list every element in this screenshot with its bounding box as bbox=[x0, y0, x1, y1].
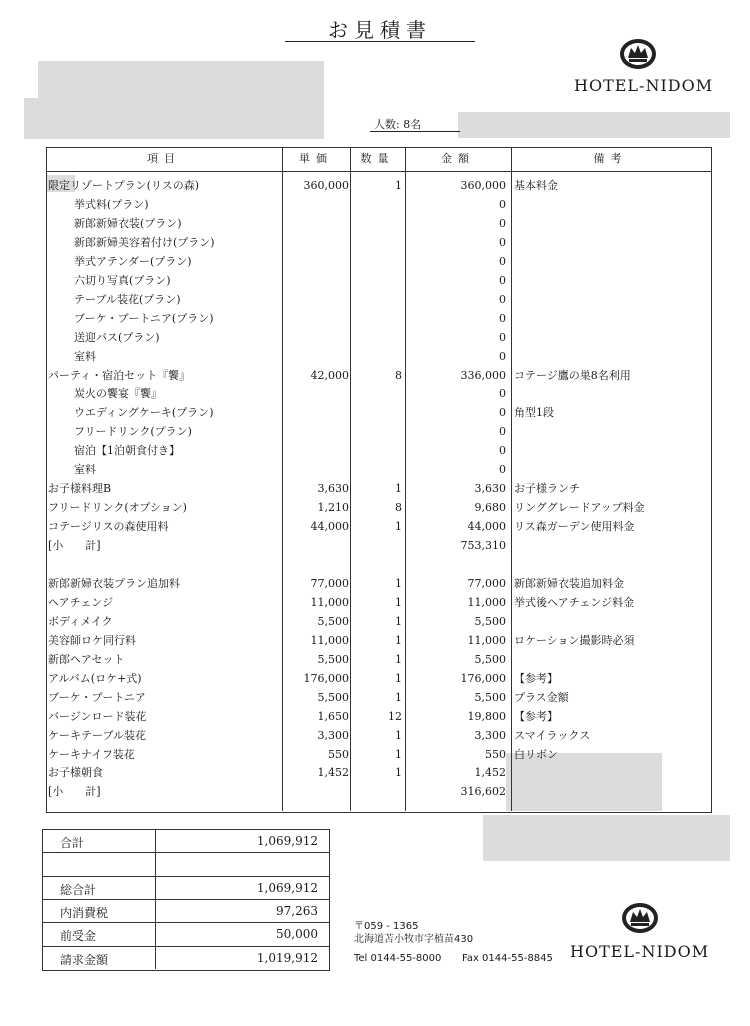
title-underline bbox=[285, 41, 475, 42]
table-row bbox=[0, 328, 750, 347]
row-quantity bbox=[350, 782, 402, 801]
row-quantity: 1 bbox=[395, 728, 402, 742]
table-row bbox=[0, 309, 750, 328]
header-qty: 数量 bbox=[360, 152, 395, 165]
table-row bbox=[0, 688, 750, 707]
table-row bbox=[0, 366, 750, 385]
totals-value: 1,019,912 bbox=[256, 950, 318, 965]
table-row bbox=[0, 422, 750, 441]
hotel-name-bottom: HOTEL-NIDOM bbox=[570, 942, 710, 961]
table-row bbox=[0, 517, 750, 536]
row-quantity: 1 bbox=[395, 576, 402, 590]
row-quantity: 1 bbox=[395, 179, 402, 192]
totals-label: 前受金 bbox=[60, 929, 97, 944]
row-unit-price bbox=[283, 536, 349, 555]
row-unit-price bbox=[283, 328, 349, 347]
row-amount: 0 bbox=[499, 273, 506, 287]
row-item-name: ケーキナイフ装花 bbox=[48, 747, 135, 761]
row-quantity: 1 bbox=[395, 747, 402, 761]
row-note: 白リボン bbox=[514, 747, 558, 761]
row-unit-price: 11,000 bbox=[310, 633, 349, 647]
row-note: コテージ鷹の巣8名利用 bbox=[514, 368, 631, 382]
row-unit-price: 5,500 bbox=[317, 690, 349, 704]
row-amount: 0 bbox=[499, 425, 506, 439]
totals-row-divider bbox=[42, 922, 330, 923]
row-note: スマイラックス bbox=[514, 728, 591, 742]
row-amount: 0 bbox=[499, 235, 506, 249]
row-item-name: 室料 bbox=[74, 463, 96, 477]
row-amount: 0 bbox=[499, 311, 506, 325]
row-item-name: ケーキテーブル装花 bbox=[48, 728, 147, 742]
table-row bbox=[0, 707, 750, 726]
table-row bbox=[0, 290, 750, 309]
row-unit-price bbox=[283, 555, 349, 574]
row-item-name: 宿泊【1泊朝食付き】 bbox=[74, 444, 180, 458]
row-unit-price bbox=[283, 195, 349, 214]
table-row bbox=[0, 347, 750, 366]
row-note: 角型1段 bbox=[514, 406, 554, 420]
row-amount: 19,800 bbox=[467, 709, 506, 723]
row-quantity bbox=[350, 252, 402, 271]
redacted-customer-block bbox=[38, 61, 324, 139]
row-item-name: パーティ・宿泊セット『饗』 bbox=[48, 368, 191, 382]
table-row bbox=[0, 763, 750, 782]
row-quantity bbox=[350, 384, 402, 403]
row-item-name: 室料 bbox=[74, 349, 96, 363]
row-quantity bbox=[350, 441, 402, 460]
header-divider bbox=[46, 171, 712, 172]
row-unit-price: 550 bbox=[328, 747, 349, 761]
row-item-name: 限定リゾートプラン(リスの森) bbox=[48, 179, 200, 192]
row-amount: 360,000 bbox=[460, 179, 506, 192]
table-row bbox=[0, 555, 750, 574]
row-quantity bbox=[350, 328, 402, 347]
row-quantity bbox=[350, 555, 402, 574]
row-quantity bbox=[350, 195, 402, 214]
row-quantity: 8 bbox=[395, 368, 402, 382]
row-unit-price: 1,650 bbox=[317, 709, 349, 723]
totals-value: 50,000 bbox=[276, 927, 318, 942]
row-amount: 44,000 bbox=[467, 520, 506, 534]
row-amount: 5,500 bbox=[474, 614, 506, 628]
row-note: お子様ランチ bbox=[514, 482, 580, 496]
row-quantity: 1 bbox=[395, 595, 402, 609]
row-note: 新郎新婦衣装追加料金 bbox=[514, 576, 624, 590]
row-unit-price: 176,000 bbox=[303, 671, 349, 685]
totals-value: 1,069,912 bbox=[256, 834, 318, 848]
row-item-name: アルバム(ロケ+式) bbox=[48, 671, 142, 685]
row-item-name: コテージリスの森使用料 bbox=[48, 520, 169, 534]
table-row bbox=[0, 782, 750, 801]
totals-row-divider bbox=[42, 899, 330, 900]
row-note: 【参考】 bbox=[514, 671, 558, 685]
row-item-name: フリードリンク(プラン) bbox=[74, 425, 192, 439]
row-amount: 0 bbox=[499, 254, 506, 268]
table-row bbox=[0, 650, 750, 669]
row-item-name: 六切り写真(プラン) bbox=[74, 273, 171, 287]
row-unit-price bbox=[283, 309, 349, 328]
row-unit-price bbox=[283, 271, 349, 290]
row-unit-price bbox=[283, 403, 349, 422]
row-quantity: 1 bbox=[395, 520, 402, 534]
row-note: 基本料金 bbox=[514, 179, 558, 192]
row-item-name: 挙式アテンダー(プラン) bbox=[74, 254, 192, 268]
row-amount: 5,500 bbox=[474, 652, 506, 666]
people-underline bbox=[370, 131, 460, 132]
row-quantity bbox=[350, 422, 402, 441]
row-amount: 753,310 bbox=[460, 539, 506, 553]
row-amount: 11,000 bbox=[467, 633, 506, 647]
row-amount: 9,680 bbox=[474, 501, 506, 515]
row-item-name: ボディメイク bbox=[48, 614, 113, 628]
row-item-name: 新郎ヘアセット bbox=[48, 652, 125, 666]
row-amount: 0 bbox=[499, 292, 506, 306]
row-unit-price bbox=[283, 422, 349, 441]
table-row bbox=[0, 195, 750, 214]
table-row bbox=[0, 252, 750, 271]
row-quantity bbox=[350, 309, 402, 328]
row-item-name: テーブル装花(プラン) bbox=[74, 292, 181, 306]
table-row bbox=[0, 441, 750, 460]
row-unit-price: 42,000 bbox=[310, 368, 349, 382]
people-count: 人数: 8名 bbox=[374, 118, 422, 131]
row-quantity: 1 bbox=[395, 652, 402, 666]
row-amount: 3,630 bbox=[474, 482, 506, 496]
table-row bbox=[0, 631, 750, 650]
totals-value: 97,263 bbox=[276, 903, 318, 918]
totals-label: 請求金額 bbox=[60, 952, 109, 967]
row-item-name: [小 計] bbox=[48, 785, 101, 799]
row-quantity bbox=[350, 271, 402, 290]
row-item-name: 送迎バス(プラン) bbox=[74, 330, 160, 344]
crest-icon bbox=[620, 900, 660, 934]
row-amount: 11,000 bbox=[467, 595, 506, 609]
row-quantity: 1 bbox=[395, 671, 402, 685]
row-unit-price: 3,630 bbox=[317, 482, 349, 496]
row-item-name: 新郎新婦衣装プラン追加料 bbox=[48, 576, 180, 590]
table-row bbox=[0, 271, 750, 290]
row-unit-price bbox=[283, 441, 349, 460]
hotel-logo-bottom bbox=[570, 900, 715, 964]
table-row bbox=[0, 384, 750, 403]
row-quantity: 8 bbox=[395, 501, 402, 515]
row-note: リス森ガーデン使用料金 bbox=[514, 520, 635, 534]
row-note: ロケーション撮影時必須 bbox=[514, 633, 635, 647]
row-item-name: ヘアチェンジ bbox=[48, 595, 114, 609]
row-amount: 176,000 bbox=[460, 671, 506, 685]
row-unit-price bbox=[283, 384, 349, 403]
fax: Fax 0144-55-8845 bbox=[462, 953, 553, 964]
table-row bbox=[0, 574, 750, 593]
row-unit-price: 1,210 bbox=[317, 501, 349, 515]
table-row bbox=[0, 403, 750, 422]
row-amount: 1,452 bbox=[474, 766, 506, 780]
row-item-name: 美容師ロケ同行料 bbox=[48, 633, 136, 647]
table-row bbox=[0, 536, 750, 555]
row-unit-price: 5,500 bbox=[317, 652, 349, 666]
row-quantity: 1 bbox=[395, 690, 402, 704]
row-amount: 5,500 bbox=[474, 690, 506, 704]
table-row bbox=[0, 726, 750, 745]
row-unit-price bbox=[283, 347, 349, 366]
row-unit-price: 3,300 bbox=[317, 728, 349, 742]
table-row bbox=[0, 612, 750, 631]
phone: Tel 0144-55-8000 bbox=[354, 953, 442, 964]
row-item-name: 挙式料(プラン) bbox=[74, 197, 149, 211]
row-quantity: 1 bbox=[395, 766, 402, 780]
row-quantity: 1 bbox=[395, 614, 402, 628]
row-quantity: 12 bbox=[388, 709, 402, 723]
row-unit-price bbox=[283, 290, 349, 309]
redacted-header-block bbox=[458, 112, 730, 138]
row-item-name: 新郎新婦美容着付け(プラン) bbox=[74, 235, 215, 249]
row-unit-price: 77,000 bbox=[310, 576, 349, 590]
row-unit-price bbox=[283, 214, 349, 233]
row-amount: 0 bbox=[499, 216, 506, 230]
table-row bbox=[0, 214, 750, 233]
row-unit-price: 1,452 bbox=[317, 766, 349, 780]
table-row bbox=[0, 233, 750, 252]
header-amount: 金額 bbox=[441, 152, 475, 165]
row-quantity bbox=[350, 214, 402, 233]
postal-code: 〒059 - 1365 bbox=[354, 921, 419, 932]
table-row bbox=[0, 479, 750, 498]
row-quantity bbox=[350, 403, 402, 422]
totals-label: 内消費税 bbox=[60, 905, 109, 920]
address: 北海道苫小牧市字植苗430 bbox=[354, 934, 474, 945]
row-amount: 0 bbox=[499, 444, 506, 458]
row-unit-price bbox=[283, 233, 349, 252]
header-note: 備考 bbox=[593, 152, 628, 165]
totals-row-divider bbox=[42, 876, 330, 877]
header-price: 単価 bbox=[299, 152, 333, 165]
row-quantity: 1 bbox=[395, 482, 402, 496]
row-item-name: お子様朝食 bbox=[48, 766, 103, 780]
redacted-side-block bbox=[483, 815, 730, 861]
row-amount: 0 bbox=[499, 387, 506, 401]
row-item-name: [小 計] bbox=[48, 539, 101, 553]
row-quantity bbox=[350, 460, 402, 479]
row-quantity: 1 bbox=[395, 633, 402, 647]
row-unit-price: 44,000 bbox=[310, 520, 349, 534]
totals-label: 総合計 bbox=[60, 882, 97, 897]
row-amount: 3,300 bbox=[474, 728, 506, 742]
row-item-name: ブーケ・ブートニア(プラン) bbox=[74, 311, 214, 325]
row-quantity bbox=[350, 347, 402, 366]
row-amount: 0 bbox=[499, 463, 506, 477]
row-unit-price: 5,500 bbox=[317, 614, 349, 628]
totals-value: 1,069,912 bbox=[256, 880, 318, 895]
row-quantity bbox=[350, 536, 402, 555]
redacted-customer-block-2 bbox=[24, 98, 54, 139]
row-amount: 0 bbox=[499, 197, 506, 211]
table-row bbox=[0, 460, 750, 479]
row-amount: 0 bbox=[499, 406, 506, 420]
table-row bbox=[0, 176, 750, 195]
row-item-name: バージンロード装花 bbox=[48, 709, 147, 723]
row-unit-price: 11,000 bbox=[310, 595, 349, 609]
row-note: リンググレードアップ料金 bbox=[514, 501, 645, 515]
row-item-name: お子様料理B bbox=[48, 482, 112, 496]
row-item-name: ウエディングケーキ(プラン) bbox=[74, 406, 214, 420]
row-item-name: 新郎新婦衣装(プラン) bbox=[74, 216, 182, 230]
row-quantity bbox=[350, 233, 402, 252]
row-amount: 336,000 bbox=[460, 368, 506, 382]
crest-icon bbox=[618, 36, 658, 70]
row-item-name: フリードリンク(オプション) bbox=[48, 501, 187, 515]
row-item-name: ブーケ・ブートニア bbox=[48, 690, 146, 704]
row-amount: 0 bbox=[499, 349, 506, 363]
row-unit-price bbox=[283, 782, 349, 801]
table-row bbox=[0, 745, 750, 764]
document-title: お見積書 bbox=[328, 18, 432, 42]
totals-label: 合計 bbox=[60, 836, 85, 850]
row-amount bbox=[406, 555, 506, 574]
row-note: 【参考】 bbox=[514, 709, 558, 723]
table-row bbox=[0, 498, 750, 517]
hotel-name-top: HOTEL-NIDOM bbox=[574, 76, 714, 95]
header-item: 項目 bbox=[147, 152, 181, 165]
hotel-logo-top bbox=[574, 36, 719, 98]
row-note: プラス金額 bbox=[514, 690, 569, 704]
row-amount: 77,000 bbox=[467, 576, 506, 590]
row-unit-price bbox=[283, 460, 349, 479]
row-unit-price: 360,000 bbox=[303, 179, 349, 192]
row-amount: 550 bbox=[485, 747, 506, 761]
totals-row-divider bbox=[42, 852, 330, 853]
row-amount: 316,602 bbox=[460, 785, 506, 799]
row-quantity bbox=[350, 290, 402, 309]
totals-row-divider bbox=[42, 946, 330, 947]
row-item-name: 炭火の饗宴『饗』 bbox=[74, 387, 162, 401]
table-row bbox=[0, 593, 750, 612]
table-row bbox=[0, 669, 750, 688]
row-note: 挙式後ヘアチェンジ料金 bbox=[514, 595, 635, 609]
row-unit-price bbox=[283, 252, 349, 271]
row-amount: 0 bbox=[499, 330, 506, 344]
